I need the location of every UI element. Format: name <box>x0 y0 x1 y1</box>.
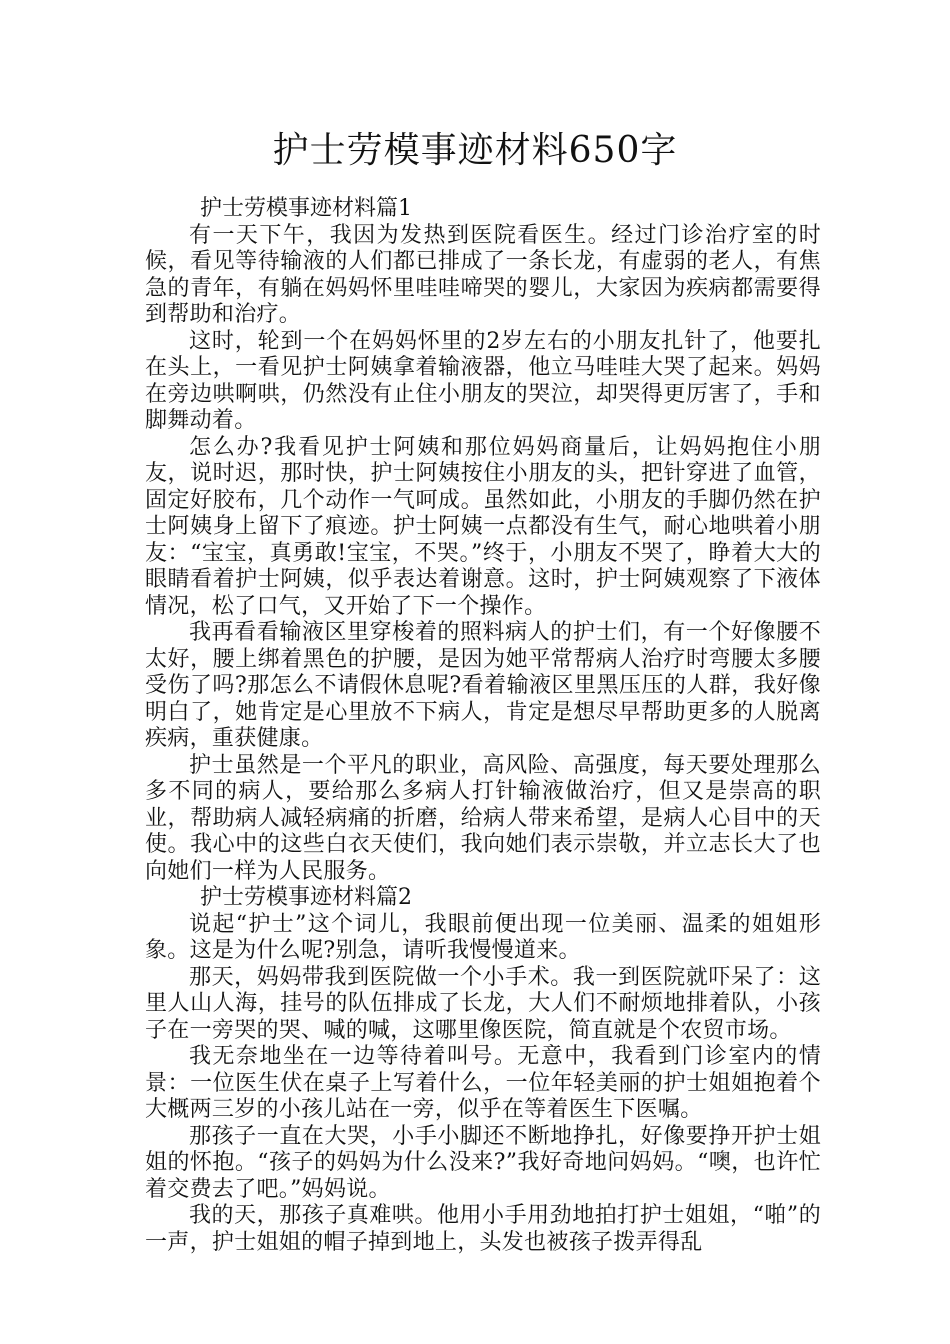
paragraph: 护士虽然是一个平凡的职业，高风险、高强度，每天要处理那么多不同的病人，要给那么多病人打针输液做治疗，但又是崇高的职业，帮助病人减轻病痛的折磨，给病人带来希望，是病人心目中的天使。我心中的这些白衣天使们，我向她们表示崇敬，并立志长大了也向她们一样为人民服务。 <box>145 752 821 884</box>
paragraph: 那天，妈妈带我到医院做一个小手术。我一到医院就吓呆了：这里人山人海，挂号的队伍排成了长龙，大人们不耐烦地排着队，小孩子在一旁哭的哭、喊的喊，这哪里像医院，简直就是个农贸市场。 <box>145 964 821 1043</box>
paragraph: 那孩子一直在大哭，小手小脚还不断地挣扎，好像要挣开护士姐姐的怀抱。“孩子的妈妈为什么没来?”我好奇地问妈妈。“噢，也许忙着交费去了吧。”妈妈说。 <box>145 1123 821 1202</box>
document-title: 护士劳模事迹材料650字 <box>272 130 678 171</box>
document-body <box>145 196 821 1256</box>
paragraph: 我的天，那孩子真难哄。他用小手用劲地拍打护士姐姐，“啪”的一声，护士姐姐的帽子掉到地上，头发也被孩子拨弄得乱 <box>145 1203 821 1255</box>
paragraph: 我再看看输液区里穿梭着的照料病人的护士们，有一个好像腰不太好，腰上绑着黑色的护腰，是因为她平常帮病人治疗时弯腰太多腰受伤了吗?那怎么不请假休息呢?看着输液区里黑压压的人群，我好像明白了，她肯定是心里放不下病人，肯定是想尽早帮助更多的人脱离疾病，重获健康。 <box>145 620 821 751</box>
paragraph: 这时，轮到一个在妈妈怀里的2岁左右的小朋友扎针了，他要扎在头上，一看见护士阿姨拿着输液器，他立马哇哇大哭了起来。妈妈在旁边哄啊哄，仍然没有止住小朋友的哭泣，却哭得更厉害了，手和脚舞动着。 <box>145 328 821 433</box>
paragraph: 怎么办?我看见护士阿姨和那位妈妈商量后，让妈妈抱住小朋友，说时迟，那时快，护士阿姨按住小朋友的头，把针穿进了血管，固定好胶布，几个动作一气呵成。虽然如此，小朋友的手脚仍然在护士阿姨身上留下了痕迹。护士阿姨一点都没有生气，耐心地哄着小朋友：“宝宝，真勇敢!宝宝，不哭。”终于，小朋友不哭了，睁着大大的眼睛看着护士阿姨，似乎表达着谢意。这时，护士阿姨观察了下液体情况，松了口气，又开始了下一个操作。 <box>145 434 821 619</box>
section-heading: 护士劳模事迹材料篇1 <box>200 196 412 221</box>
paragraph: 我无奈地坐在一边等待着叫号。无意中，我看到门诊室内的情景：一位医生伏在桌子上写着什么，一位年轻美丽的护士姐姐抱着个大概两三岁的小孩儿站在一旁，似乎在等着医生下医嘱。 <box>145 1044 821 1122</box>
paragraph: 有一天下午，我因为发热到医院看医生。经过门诊治疗室的时候，看见等待输液的人们都已排成了一条长龙，有虚弱的老人，有焦急的青年，有躺在妈妈怀里哇哇啼哭的婴儿，大家因为疾病都需要得到帮助和治疗。 <box>145 222 821 327</box>
section-heading: 护士劳模事迹材料篇2 <box>200 885 412 910</box>
paragraph: 说起“护士”这个词儿，我眼前便出现一位美丽、温柔的姐姐形象。这是为什么呢?别急，请听我慢慢道来。 <box>145 911 821 963</box>
